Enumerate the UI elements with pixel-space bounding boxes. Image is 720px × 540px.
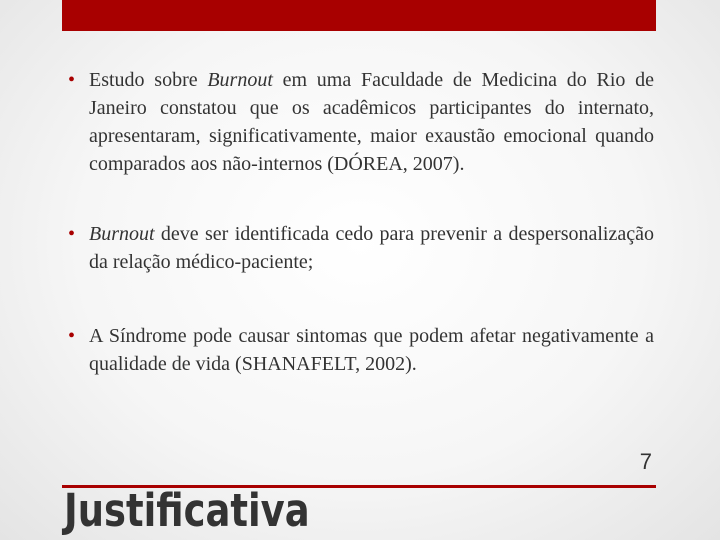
bullet-item bbox=[68, 220, 654, 276]
bullet-italic-term: Burnout bbox=[207, 69, 273, 91]
bullet-text: Estudo sobre bbox=[89, 69, 208, 91]
bullet-icon: • bbox=[68, 223, 76, 245]
page-number: 7 bbox=[639, 449, 652, 474]
bullet-item bbox=[68, 322, 654, 378]
bullet-item bbox=[68, 66, 654, 178]
bullet-text: em uma Faculdade de Medicina do Rio de Janeiro constatou que os acadêmicos participantes do internato, apresentaram, significativamente, maior exaustão emocional quando comparados aos não-internos (DÓREA, 2007). bbox=[89, 69, 654, 175]
bullet-text: deve ser identificada cedo para prevenir a despersonalização da relação médico-paciente; bbox=[89, 223, 654, 273]
bullet-italic-term: Burnout bbox=[89, 223, 155, 245]
slide-title: Justificativa bbox=[64, 484, 310, 537]
bullet-icon: • bbox=[68, 325, 76, 347]
bullet-text: A Síndrome pode causar sintomas que podem afetar negativamente a qualidade de vida (SHANAFELT, 2002). bbox=[89, 325, 654, 375]
top-accent-bar bbox=[62, 0, 656, 31]
slide-body bbox=[68, 66, 654, 378]
bullet-icon: • bbox=[68, 69, 76, 91]
